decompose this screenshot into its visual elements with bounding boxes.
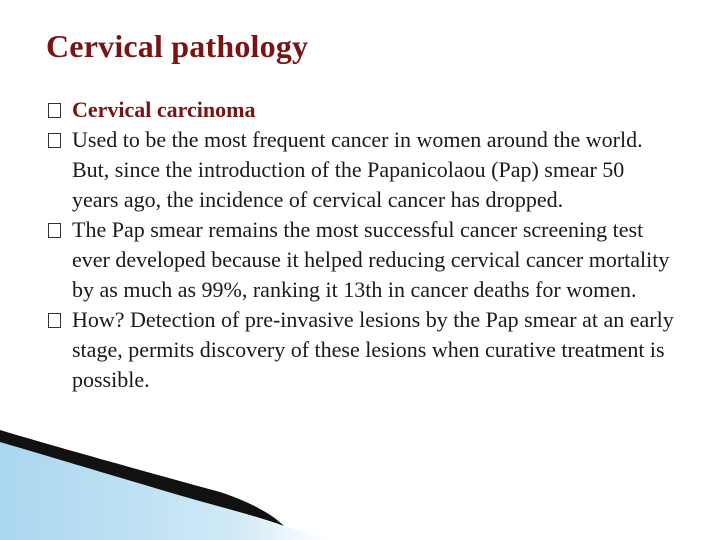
bullet-box-icon [48,313,61,328]
bullet-item [46,125,676,215]
bullet-text: Cervical carcinoma [72,97,256,122]
bullet-text: The Pap smear remains the most successful cancer screening test ever developed because it helped reducing cervical cancer mortality by as much as 99%, ranking it 13th in cancer deaths for women. [72,217,670,302]
bullet-item [46,215,676,305]
bullet-box-icon [48,103,61,118]
bullet-list [46,95,676,395]
bullet-text: Used to be the most frequent cancer in women around the world. But, since the introduction of the Papanicolaou (Pap) smear 50 years ago, the incidence of cervical cancer has dropped. [72,127,643,212]
slide-title: Cervical pathology [46,28,309,64]
bullet-text: How? Detection of pre-invasive lesions by the Pap smear at an early stage, permits discovery of these lesions when curative treatment is possible. [72,307,674,392]
bullet-box-icon [48,223,61,238]
bullet-item [46,305,676,395]
bullet-item-heading [46,95,676,125]
bullet-box-icon [48,133,61,148]
corner-swoosh-decoration [0,430,720,540]
